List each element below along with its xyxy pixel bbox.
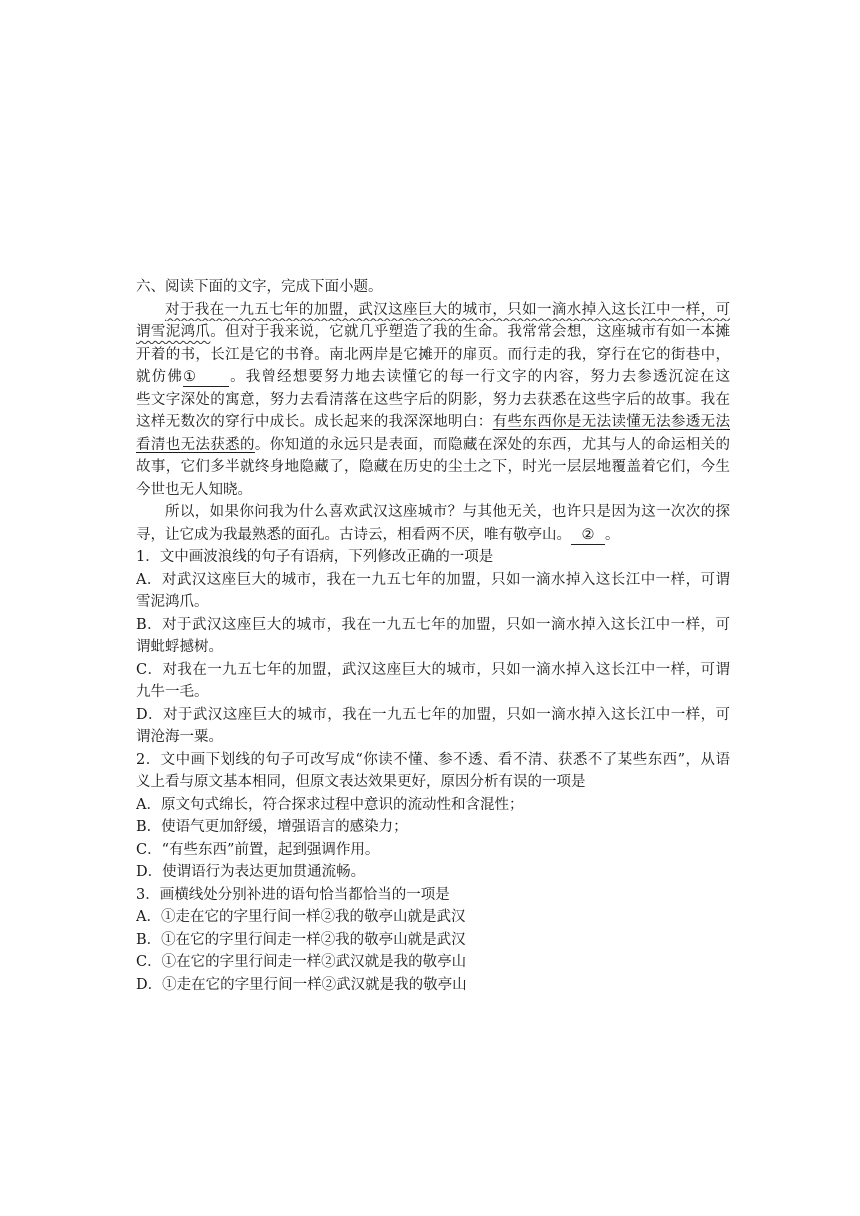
questions (136, 546, 730, 996)
option-b: B．使语气更加舒缓，增强语言的感染力； (136, 819, 408, 835)
option-b: B．对于武汉这座巨大的城市，我在一九五七年的加盟，只如一滴水掉入这长江中一样，可 (136, 616, 730, 633)
option-d: D．对于武汉这座巨大的城市，我在一九五七年的加盟，只如一滴水掉入这长江中一样，可 (136, 706, 730, 723)
passage (136, 299, 730, 547)
reading-section (136, 276, 730, 546)
passage-line: 看清也无法获悉的。你知道的永远只是表面，而隐藏在深处的东西，尤其与人的命运相关的 (136, 436, 730, 453)
passage-line: 谓雪泥鸿爪。但对于我来说，它就几乎塑造了我的生命。我常常会想，这座城市有如一本摊 (136, 324, 730, 340)
blank-2 (571, 526, 605, 545)
option-c: C．“有些东西”前置，起到强调作用。 (136, 841, 380, 858)
option-c-cont: 九牛一毛。 (136, 684, 209, 700)
document-body (136, 276, 730, 996)
question-stem-cont: 义上看与原文基本相同，但原文表达效果更好，原因分析有误的一项是 (136, 774, 586, 790)
question-1 (136, 546, 730, 749)
section-title: 六、阅读下面的文字，完成下面小题。 (136, 279, 383, 295)
underlined-sentence: 有些东西你是无法读懂无法参透无法 (492, 414, 730, 430)
option-a: A．原文句式绵长，符合探求过程中意识的流动性和含混性； (136, 796, 524, 813)
passage-line: 些文字深处的寓意，努力去看清落在这些字后的阴影，努力去获悉在这些字后的故事。我在 (136, 391, 730, 408)
wavy-underlined-sentence-end: 谓雪泥鸿爪 (136, 324, 211, 340)
passage-line: 这样无数次的穿行中成长。成长起来的我深深地明白：有些东西你是无法读懂无法参透无法 (136, 414, 730, 430)
option-c: C．对我在一九五七年的加盟，武汉这座巨大的城市，只如一滴水掉入这长江中一样，可谓 (136, 661, 730, 678)
option-d-cont: 谓沧海一粟。 (136, 729, 223, 745)
passage-line: 寻，让它成为我最熟悉的面孔。古诗云，相看两不厌，唯有敬亭山。 ② 。 (136, 526, 620, 543)
passage-line: 开着的书，长江是它的书脊。南北两岸是它摊开的扉页。而行走的我，穿行在它的街巷中， (136, 346, 730, 363)
passage-line: 所以，如果你问我为什么喜欢武汉这座城市？与其他无关，也许只是因为这一次次的探 (165, 504, 730, 520)
passage-line: 今世也无人知晓。 (136, 481, 252, 498)
option-c: C．①在它的字里行间走一样②武汉就是我的敬亭山 (136, 954, 467, 970)
passage-line (136, 299, 730, 322)
option-d: D．使谓语行为表达更加贯通流畅。 (136, 864, 366, 880)
passage-line: 故事，它们多半就终身地隐藏了，隐藏在历史的尘土之下，时光一层层地覆盖着它们，今生 (136, 459, 730, 475)
underlined-sentence-end: 看清也无法获悉的 (136, 436, 255, 453)
blank-1-marker: ① (182, 369, 196, 385)
option-a: A．①走在它的字里行间一样②我的敬亭山就是武汉 (136, 909, 466, 925)
question-3 (136, 884, 730, 997)
wavy-underlined-sentence: 对于我在一九五七年的加盟，武汉这座巨大的城市，只如一滴水掉入这长江中一样，可 (165, 301, 730, 318)
option-a-cont: 雪泥鸿爪。 (136, 594, 209, 610)
blank-1 (183, 368, 229, 387)
question-stem: 1．文中画波浪线的句子有语病，下列修改正确的一项是 (136, 549, 494, 565)
passage-line: 就仿佛① 。我曾经想要努力地去读懂它的每一行文字的内容，努力去参透沉淀在这 (136, 369, 730, 385)
blank-2-marker: ② (581, 526, 595, 543)
option-b-cont: 谓蚍蜉撼树。 (136, 639, 223, 655)
question-stem: 2．文中画下划线的句子可改写成“你读不懂、参不透、看不清、获悉不了某些东西”，从语 (136, 751, 730, 768)
question-stem: 3．画横线处分别补进的语句恰当都恰当的一项是 (136, 886, 450, 903)
option-b: B．①在它的字里行间走一样②我的敬亭山就是武汉 (136, 931, 466, 948)
option-d: D．①走在它的字里行间一样②武汉就是我的敬亭山 (136, 976, 467, 993)
option-a: A．对武汉这座巨大的城市，我在一九五七年的加盟，只如一滴水掉入这长江中一样，可谓 (136, 571, 730, 588)
question-2 (136, 749, 730, 884)
